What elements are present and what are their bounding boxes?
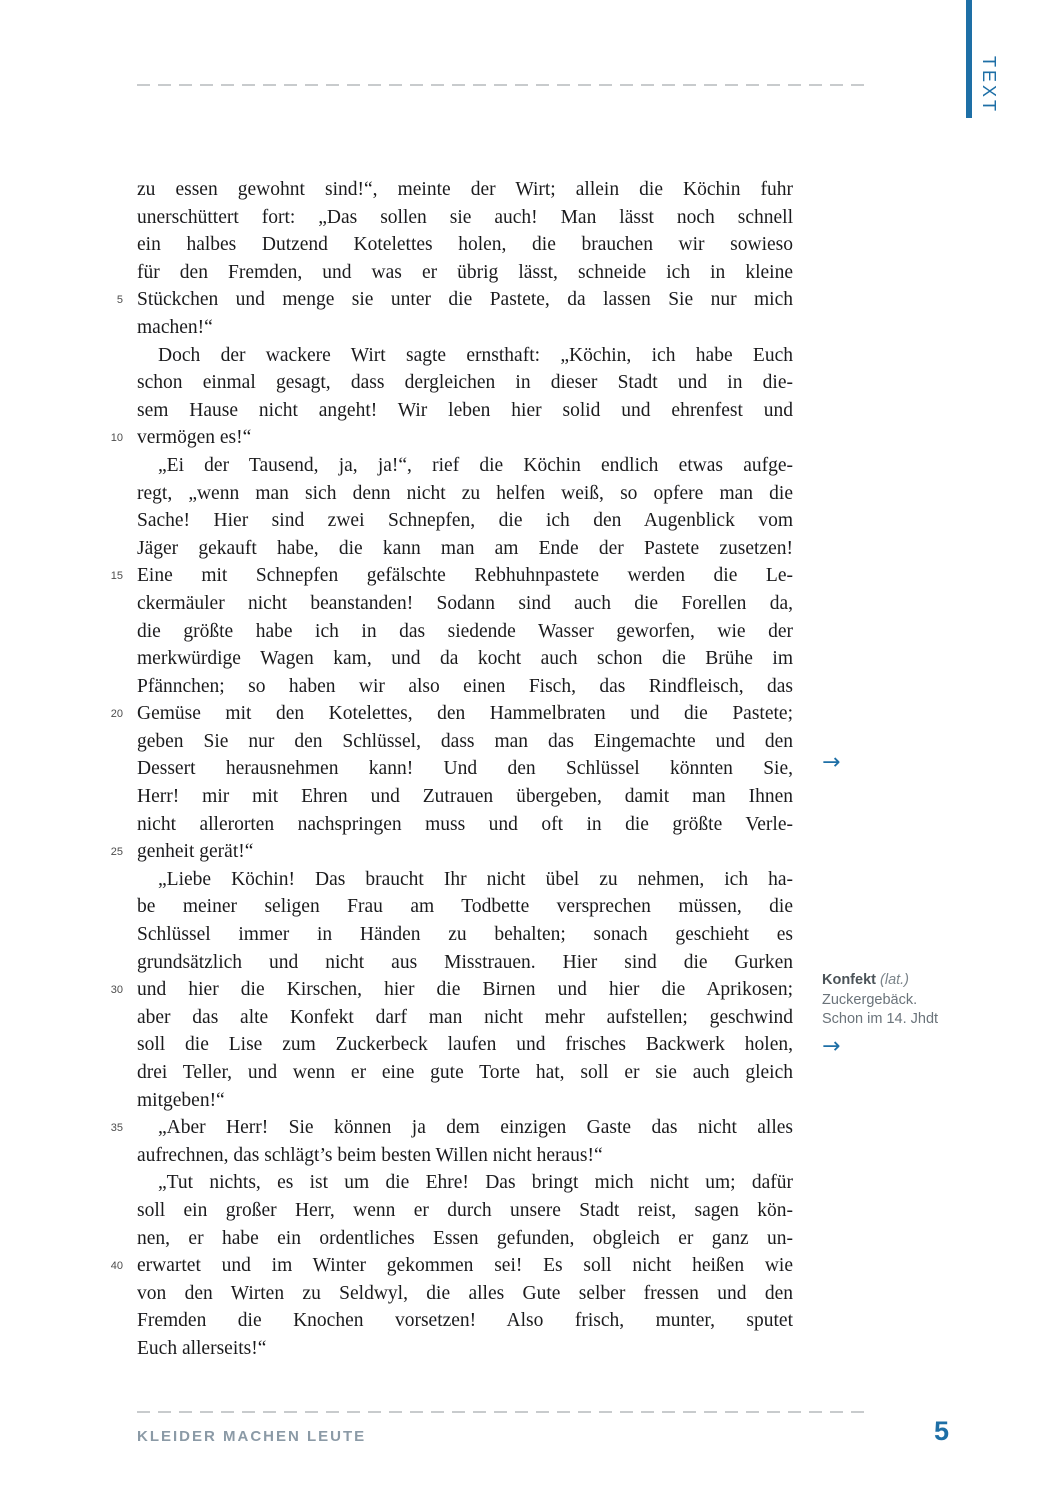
text-line [137, 728, 793, 756]
text-line-content: Herr! mir mit Ehren und Zutrauen übergeben, damit man Ihnen [137, 786, 793, 808]
text-line-content: erwartet und im Winter gekommen sei! Es soll nicht heißen wie [137, 1255, 793, 1277]
text-line [137, 893, 793, 921]
text-line [137, 342, 793, 370]
text-line [137, 1307, 793, 1335]
margin-note-line: Schon im 14. Jhdt [822, 1011, 939, 1027]
text-line-content: Eine mit Schnepfen gefälschte Rebhuhnpastete werden die Le- [137, 565, 793, 587]
text-line-content: Gemüse mit den Kotelettes, den Hammelbraten und die Pastete; [137, 703, 793, 725]
text-line-content: drei Teller, und wenn er eine gute Torte hat, soll er sie auch gleich [137, 1062, 793, 1083]
margin-arrow-icon-2: → [822, 1034, 841, 1059]
margin-note-term: Konfekt [822, 972, 876, 988]
text-body [110, 176, 793, 1363]
text-line [137, 480, 793, 508]
text-line [137, 204, 793, 232]
text-line-content: Pfännchen; so haben wir also einen Fisch, das Rindfleisch, das [137, 675, 793, 697]
footer-book-title: KLEIDER MACHEN LEUTE [137, 1428, 367, 1445]
side-tab-label: TEXT [979, 56, 999, 115]
text-line [110, 562, 793, 590]
text-line [137, 1335, 793, 1363]
text-line [137, 314, 793, 342]
text-line-content: vermögen es!“ [137, 427, 252, 449]
line-number: 20 [110, 708, 123, 721]
text-line-content: die größte habe ich in das siedende Wasser geworfen, wie der [137, 620, 793, 642]
margin-note-headline [822, 971, 997, 991]
text-line [110, 976, 793, 1004]
side-tab-bar [966, 0, 972, 118]
text-line [137, 1169, 793, 1197]
text-line [137, 1059, 793, 1087]
text-line-content: „Aber Herr! Sie können ja dem einzigen Gaste das nicht alles [158, 1117, 793, 1139]
text-line-content: für den Fremden, und was er übrig lässt, schneide ich in kleine [137, 261, 793, 283]
text-line-content: „Tut nichts, es ist um die Ehre! Das bringt mich nicht um; dafür [158, 1172, 793, 1194]
text-line-content: Fremden die Knochen vorsetzen! Also frisch, munter, sputet [137, 1310, 793, 1332]
margin-arrow-icon-1: → [822, 750, 841, 775]
text-line [137, 1225, 793, 1253]
text-line-content: geben Sie nur den Schlüssel, dass man das Eingemachte und den [137, 730, 793, 752]
line-number: 10 [110, 432, 123, 445]
line-number: 15 [110, 570, 123, 583]
text-line [137, 259, 793, 287]
line-number: 35 [110, 1122, 123, 1135]
text-line [137, 176, 793, 204]
text-line [137, 507, 793, 535]
text-line [137, 590, 793, 618]
text-line-content: mitgeben!“ [137, 1089, 225, 1111]
text-line-content: ckermäuler nicht beanstanden! Sodann sind auch die Forellen da, [137, 592, 793, 614]
text-line-content: merkwürdige Wagen kam, und da kocht auch schon die Brühe im [137, 648, 793, 670]
text-line [137, 1031, 793, 1059]
text-line-content: soll die Lise zum Zuckerbeck laufen und frisches Backwerk holen, [137, 1034, 793, 1056]
text-line [137, 921, 793, 949]
text-line [137, 535, 793, 563]
margin-note-line: Zuckergebäck. [822, 991, 918, 1008]
text-line [137, 811, 793, 839]
text-line [137, 1004, 793, 1032]
text-line-content: „Ei der Tausend, ja, ja!“, rief die Köchin endlich etwas aufge- [158, 454, 793, 476]
text-line-content: Jäger gekauft habe, die kann man am Ende der Pastete zusetzen! [137, 537, 793, 559]
text-line [137, 1087, 793, 1115]
text-line-content: be meiner seligen Frau am Todbette versprechen müssen, die [137, 896, 793, 918]
margin-note-lang: (lat.) [880, 972, 910, 988]
text-line-content: und hier die Kirschen, hier die Birnen und hier die Aprikosen; [137, 979, 793, 1001]
text-line [137, 755, 793, 783]
top-divider [137, 84, 869, 86]
text-line-content: Sache! Hier sind zwei Schnepfen, die ich den Augenblick vom [137, 510, 793, 532]
text-line-content: nicht allerorten nachspringen muss und oft in die größte Verle- [137, 813, 793, 835]
line-number: 5 [116, 294, 123, 307]
text-line-content: Dessert herausnehmen kann! Und den Schlüssel könnten Sie, [137, 758, 793, 780]
text-line-content: soll ein großer Herr, wenn er durch unsere Stadt reist, sagen kön- [137, 1199, 793, 1221]
text-line-content: aufrechnen, das schlägt’s beim besten Willen nicht heraus!“ [137, 1144, 603, 1166]
text-line [137, 866, 793, 894]
text-line [110, 424, 793, 452]
text-line-content: zu essen gewohnt sind!“, meinte der Wirt; allein die Köchin fuhr [137, 179, 793, 200]
text-line [137, 231, 793, 259]
text-line-content: schon einmal gesagt, dass dergleichen in dieser Stadt und in die- [137, 372, 793, 394]
text-line-content: Schlüssel immer in Händen zu behalten; sonach geschieht es [137, 924, 793, 946]
text-line [137, 369, 793, 397]
page-number: 5 [934, 1416, 950, 1446]
text-line-content: genheit gerät!“ [137, 841, 254, 863]
text-line [116, 286, 793, 314]
text-line [137, 452, 793, 480]
text-line [110, 838, 793, 866]
text-line-content: ein halbes Dutzend Kotelettes holen, die brauchen wir sowieso [137, 234, 793, 256]
text-line [137, 618, 793, 646]
line-number: 40 [110, 1260, 123, 1273]
text-line [137, 645, 793, 673]
text-line [137, 783, 793, 811]
margin-note [822, 971, 997, 1030]
line-number: 30 [110, 984, 123, 997]
text-line-content: sem Hause nicht angeht! Wir leben hier solid und ehrenfest und [137, 399, 793, 421]
text-line-content: unerschüttert fort: „Das sollen sie auch! Man lässt noch schnell [137, 206, 793, 228]
text-line-content: von den Wirten zu Seldwyl, die alles Gute selber fressen und den [137, 1282, 793, 1304]
text-line-content: grundsätzlich und nicht aus Misstrauen. Hier sind die Gurken [137, 951, 793, 973]
text-line [110, 1252, 793, 1280]
text-line-content: aber das alte Konfekt darf man nicht mehr aufstellen; geschwind [137, 1006, 793, 1028]
text-line [137, 949, 793, 977]
text-line-content: regt, „wenn man sich denn nicht zu helfen weiß, so opfere man die [137, 482, 793, 504]
text-line-content: Euch allerseits!“ [137, 1337, 267, 1359]
text-line [137, 1280, 793, 1308]
text-line-content: machen!“ [137, 316, 213, 338]
text-line [137, 1197, 793, 1225]
text-line-content: Stückchen und menge sie unter die Pastete, da lassen Sie nur mich [137, 289, 793, 311]
text-line-content: nen, er habe ein ordentliches Essen gefunden, obgleich er ganz un- [137, 1227, 793, 1249]
text-line-content: „Liebe Köchin! Das braucht Ihr nicht übel zu nehmen, ich ha- [158, 868, 793, 890]
text-line-content: Doch der wackere Wirt sagte ernsthaft: „Köchin, ich habe Euch [158, 344, 793, 366]
text-line [110, 1114, 793, 1142]
line-number: 25 [110, 846, 123, 859]
text-line [137, 1142, 793, 1170]
bottom-divider [137, 1411, 869, 1413]
text-line [137, 673, 793, 701]
text-line [110, 700, 793, 728]
text-line [137, 397, 793, 425]
